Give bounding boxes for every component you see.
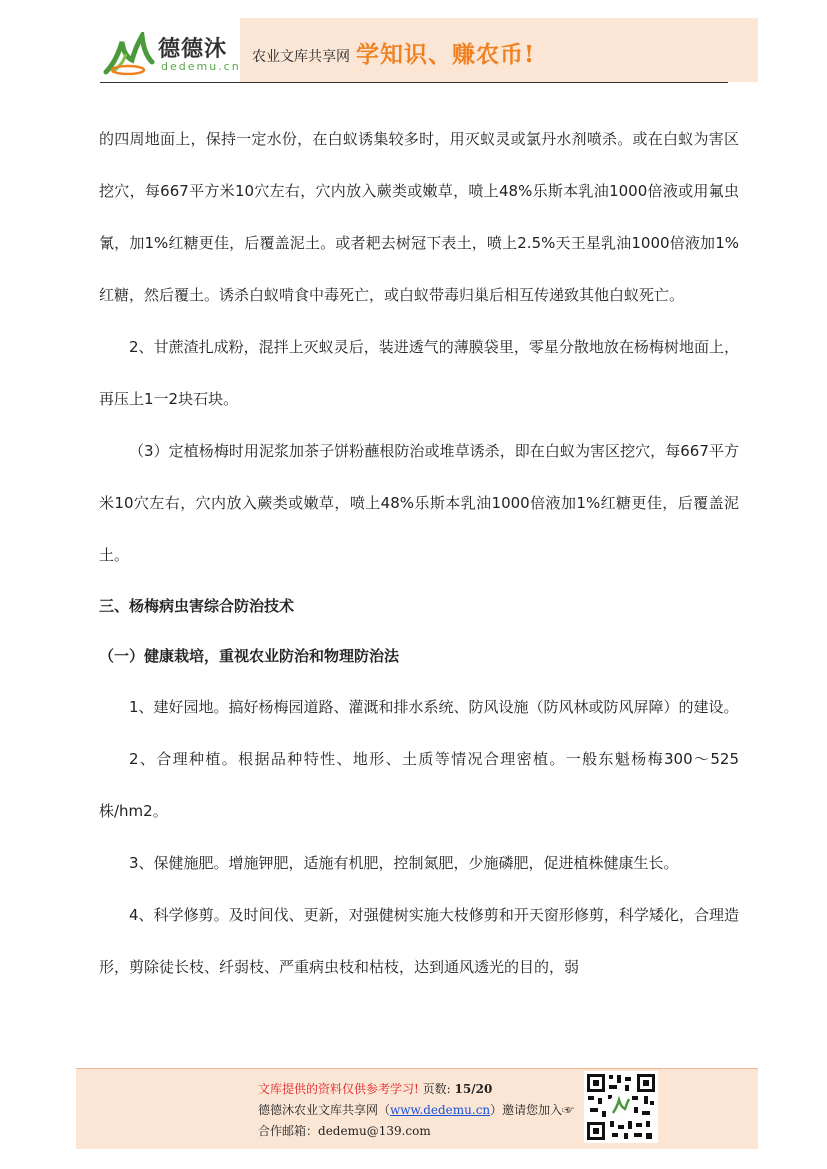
subsection-heading: （一）健康栽培，重视农业防治和物理防治法 — [99, 647, 400, 665]
site-suffix: ）邀请您加入☞ — [490, 1103, 575, 1117]
brand-url: dedemu.cn — [161, 60, 241, 73]
paragraph: （3）定植杨梅时用泥浆加茶子饼粉蘸根防治或堆草诱杀，即在白蚁为害区挖穴，每667平方米10穴左右，穴内放入蕨类或嫩草，喷上48%乐斯本乳油1000倍液加1%红糖更佳，后覆盖泥土。 — [99, 442, 739, 564]
footer-line-2 — [258, 1100, 574, 1121]
brand-name: 德德沐 — [158, 36, 228, 62]
site-link[interactable]: www.dedemu.cn — [390, 1103, 491, 1117]
paragraph: 1、建好园地。搞好杨梅园道路、灌溉和排水系统、防风设施（防风林或防风屏障）的建设。 — [129, 698, 739, 716]
site-prefix: 德德沐农业文库共享网（ — [258, 1103, 391, 1117]
email-address: dedemu@139.com — [318, 1124, 431, 1138]
email-label: 合作邮箱： — [258, 1124, 319, 1138]
footer-line-3 — [258, 1121, 574, 1142]
header-divider — [100, 82, 728, 83]
footer-info — [258, 1079, 574, 1142]
qr-code-icon[interactable] — [584, 1071, 658, 1143]
footer-notice: 文库提供的资料仅供参考学习! — [258, 1082, 419, 1096]
section-heading: 三、杨梅病虫害综合防治技术 — [99, 597, 295, 615]
header-slogan: 学知识、赚农币! — [356, 41, 536, 68]
page-number: 15/20 — [454, 1082, 493, 1096]
page-label: 页数: — [422, 1082, 451, 1096]
paragraph: 2、甘蔗渣扎成粉，混拌上灭蚁灵后，装进透气的薄膜袋里，零星分散地放在杨梅树地面上，再压上1一2块石块。 — [99, 338, 739, 408]
document-body — [99, 113, 739, 993]
paragraph: 的四周地面上，保持一定水份，在白蚁诱集较多时，用灭蚁灵或氯丹水剂喷杀。或在白蚁为害区挖穴，每667平方米10穴左右，穴内放入蕨类或嫩草，喷上48%乐斯本乳油1000倍液或用氟虫氰，加1%红糖更佳，后覆盖泥土。或者耙去树冠下表土，喷上2.5%天王星乳油1000倍液加1%红糖，然后覆土。诱杀白蚁啃食中毒死亡，或白蚁带毒归巢后相互传递致其他白蚁死亡。 — [99, 130, 739, 304]
dedemu-logo-icon — [102, 32, 158, 76]
paragraph: 4、科学修剪。及时间伐、更新，对强健树实施大枝修剪和开天窗形修剪，科学矮化，合理造形，剪除徒长枝、纤弱枝、严重病虫枝和枯枝，达到通风透光的目的，弱 — [99, 906, 739, 976]
paragraph: 3、保健施肥。增施钾肥，适施有机肥，控制氮肥，少施磷肥，促进植株健康生长。 — [129, 854, 679, 872]
footer-line-1 — [258, 1079, 574, 1100]
site-subtitle: 农业文库共享网 — [252, 49, 350, 65]
paragraph: 2、合理种植。根据品种特性、地形、土质等情况合理密植。一般东魁杨梅300～525株/hm2。 — [99, 750, 739, 820]
